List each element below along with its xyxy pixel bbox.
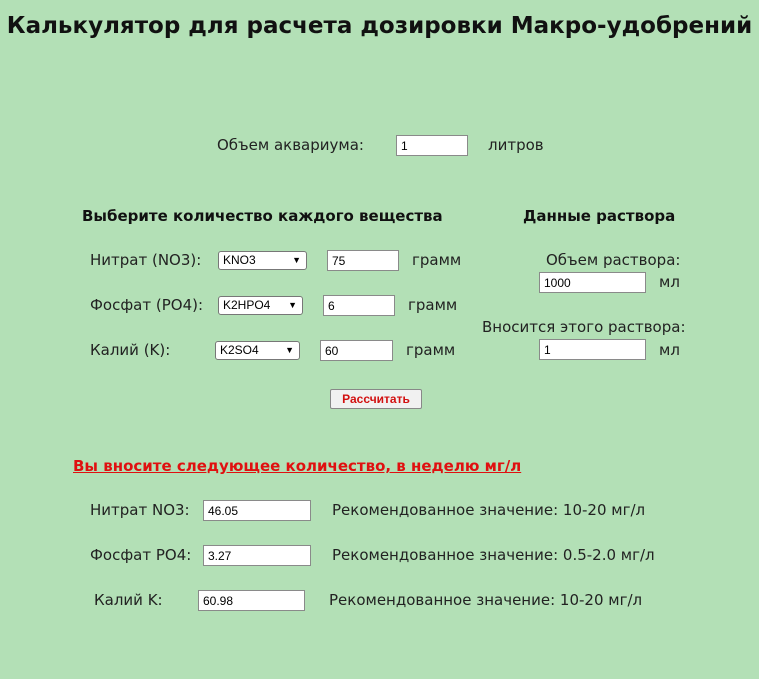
potassium-select[interactable]	[215, 341, 300, 360]
chevron-down-icon: ▼	[292, 255, 301, 265]
nitrate-amount-input[interactable]	[327, 250, 399, 271]
nitrate-select[interactable]	[218, 251, 307, 270]
solution-dose-input[interactable]	[539, 339, 646, 360]
result-phosphate-label: Фосфат PO4:	[90, 546, 192, 564]
potassium-select-value: K2SO4	[220, 343, 259, 357]
nitrate-unit: грамм	[412, 251, 462, 269]
solution-volume-label: Объем раствора:	[546, 251, 681, 269]
solution-volume-unit: мл	[659, 273, 680, 291]
result-potassium-output[interactable]	[198, 590, 305, 611]
chevron-down-icon: ▼	[288, 300, 297, 310]
phosphate-select-value: K2HPO4	[223, 298, 271, 312]
solution-dose-unit: мл	[659, 341, 680, 359]
solution-dose-label: Вносится этого раствора:	[482, 318, 686, 336]
result-nitrate-output[interactable]	[203, 500, 311, 521]
nitrate-label: Нитрат (NO3):	[90, 251, 202, 269]
calculate-button[interactable]: Рассчитать	[330, 389, 422, 409]
aquarium-volume-input[interactable]	[396, 135, 468, 156]
chevron-down-icon: ▼	[285, 345, 294, 355]
result-nitrate-label: Нитрат NO3:	[90, 501, 190, 519]
aquarium-volume-label: Объем аквариума:	[217, 136, 364, 154]
substances-header: Выберите количество каждого вещества	[82, 207, 443, 225]
results-header: Вы вносите следующее количество, в неделю мг/л	[73, 457, 522, 475]
result-nitrate-recommendation: Рекомендованное значение: 10-20 мг/л	[332, 501, 646, 519]
nitrate-select-value: KNO3	[223, 253, 256, 267]
potassium-label: Калий (K):	[90, 341, 171, 359]
phosphate-amount-input[interactable]	[323, 295, 395, 316]
result-potassium-label: Калий K:	[94, 591, 163, 609]
phosphate-label: Фосфат (PO4):	[90, 296, 204, 314]
page-title: Калькулятор для расчета дозировки Макро-удобрений	[6, 13, 753, 39]
aquarium-volume-unit: литров	[488, 136, 544, 154]
potassium-unit: грамм	[406, 341, 456, 359]
potassium-amount-input[interactable]	[320, 340, 393, 361]
result-phosphate-recommendation: Рекомендованное значение: 0.5-2.0 мг/л	[332, 546, 655, 564]
result-potassium-recommendation: Рекомендованное значение: 10-20 мг/л	[329, 591, 643, 609]
solution-volume-input[interactable]	[539, 272, 646, 293]
phosphate-select[interactable]	[218, 296, 303, 315]
solution-header: Данные раствора	[523, 207, 676, 225]
result-phosphate-output[interactable]	[203, 545, 311, 566]
phosphate-unit: грамм	[408, 296, 458, 314]
